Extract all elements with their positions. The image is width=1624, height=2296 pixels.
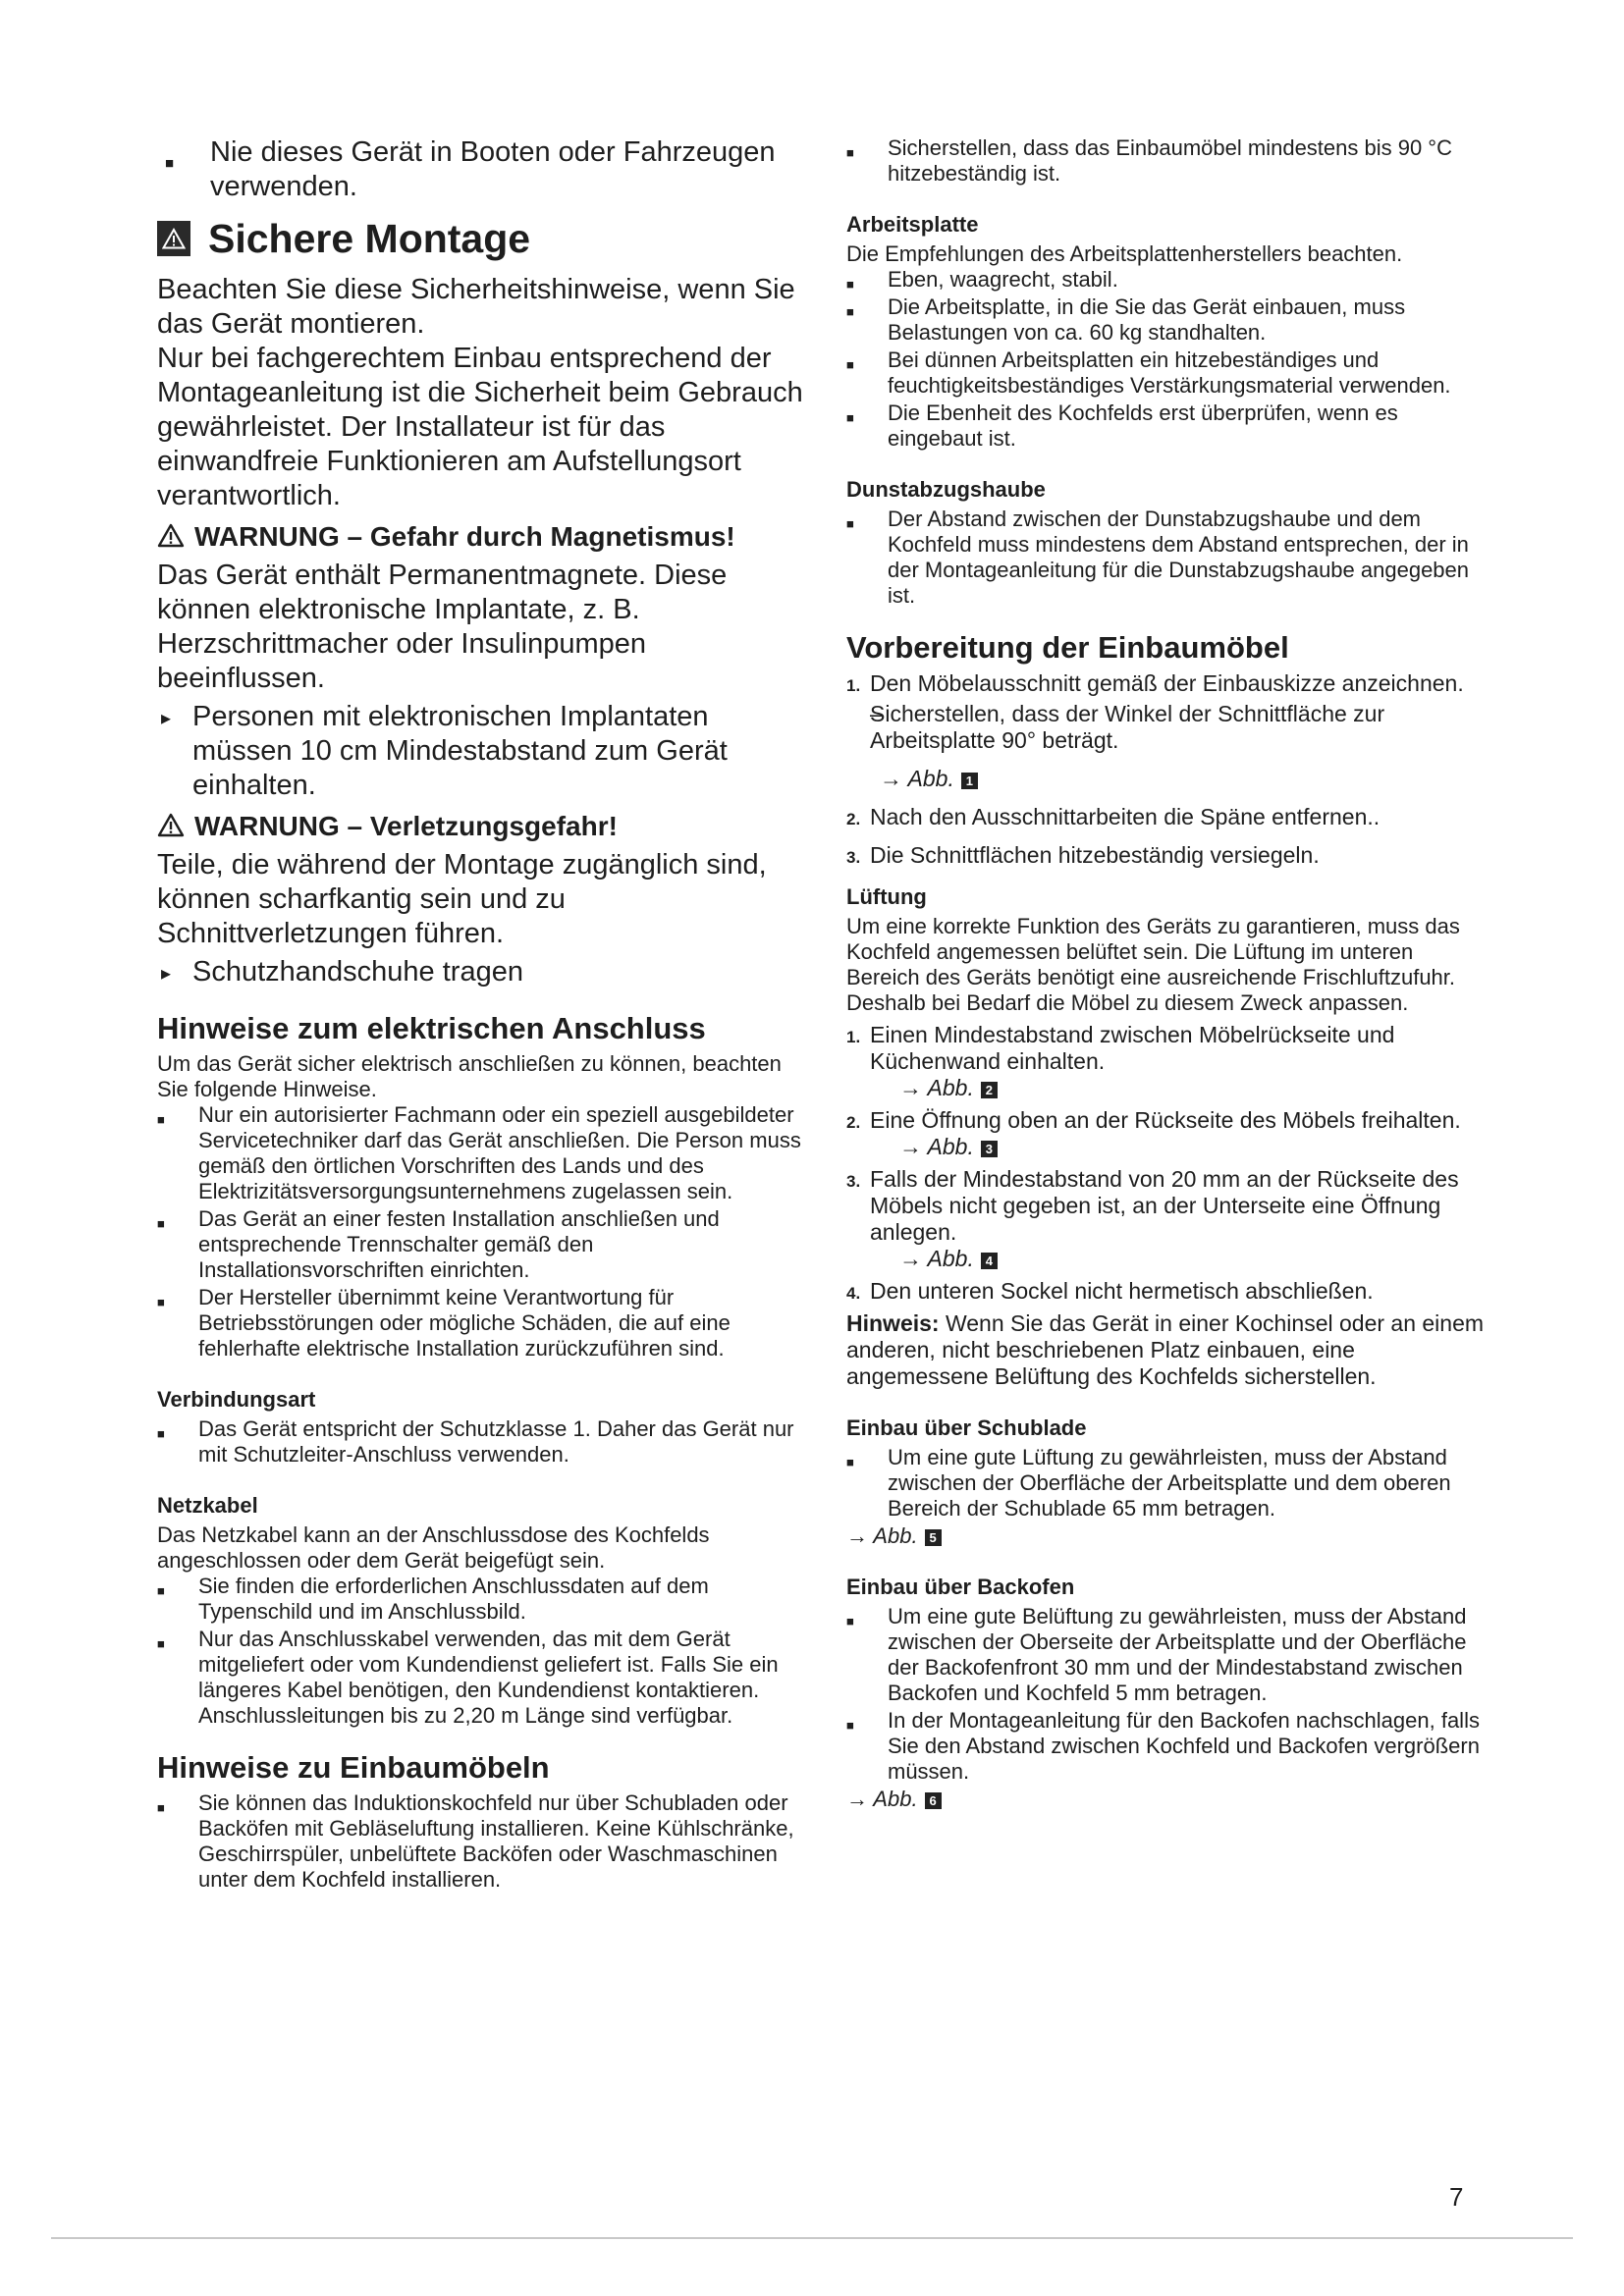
figure-number-badge: 6 [925,1792,942,1809]
section-heading-sichere-montage [157,216,805,261]
figure-reference [870,1075,1485,1101]
step-text: Eine Öffnung oben an der Rückseite des Möbels freihalten. [870,1107,1461,1133]
subsection-heading: Dunstabzugshaube [846,477,1046,502]
warning-triangle-icon [157,813,185,844]
figure-number-badge: 3 [981,1141,998,1157]
list-item: ■ Bei dünnen Arbeitsplatten ein hitzebeständiges und feuchtigkeitsbeständiges Verstärkungsmaterial verwenden. [846,347,1485,399]
figure-number-badge: 5 [925,1529,942,1546]
abb-label: → Abb. [880,766,954,791]
paragraph: Das Gerät enthält Permanentmagnete. Diese können elektronische Implantate, z. B. Herzschrittmacher oder Insulinpumpen beeinflussen. [157,560,728,694]
step-number: 3. [846,848,861,867]
paragraph: Nur bei fachgerechtem Einbau entsprechend der Montageanleitung ist die Sicherheit beim Gebrauch gewährleistet. Der Installateur ist für das einwandfreie Funktionieren am Aufstellungsort verantwortlich. [157,343,803,511]
list-item: ■ Sicherstellen, dass das Einbaumöbel mindestens bis 90 °C hitzebeständig ist. [846,135,1485,187]
hint-label: Hinweis: [846,1310,940,1336]
list-item: ■ Das Gerät an einer festen Installation anschließen und entsprechende Trennschalter gemäß den Installationsvorschriften einrichten. [157,1206,805,1283]
list-item: ■ Der Hersteller übernimmt keine Verantwortung für Betriebsstörungen oder mögliche Schäden, die auf eine fehlerhafte elektrische Installation zurückzuführen sind. [157,1285,805,1362]
list-item [846,842,1485,869]
list-item [846,1022,1485,1101]
list-item: ■ Eben, waagrecht, stabil. [846,267,1485,293]
step-text: Einen Mindestabstand zwischen Möbelrückseite und Küchenwand einhalten. [870,1022,1395,1074]
paragraph: Das Netzkabel kann an der Anschlussdose des Kochfelds angeschlossen oder dem Gerät beigefügt sein. [157,1522,710,1573]
section-heading: Hinweise zum elektrischen Anschluss [157,1011,706,1045]
subsection-heading: Verbindungsart [157,1387,316,1412]
subsection-heading: Einbau über Backofen [846,1575,1075,1599]
numbered-list [846,670,1485,869]
figure-reference [870,1134,1485,1160]
step-number: 2. [846,1113,861,1132]
step-text: Nach den Ausschnittarbeiten die Späne entfernen.. [870,804,1380,829]
warning-title: WARNUNG – Gefahr durch Magnetismus! [194,521,735,552]
page-title: Sichere Montage [208,216,531,261]
action-list [157,700,805,803]
list-item: ■ Nur das Anschlusskabel verwenden, das mit dem Gerät mitgeliefert oder vom Kundendienst geliefert ist. Falls Sie ein längeres Kabel benötigen, den Kundendienst kontaktieren. Anschlussleitungen bis zu 2,20 m Länge sind verfügbar. [157,1627,805,1729]
bullet-list [157,1102,805,1362]
list-item: ■ Sie finden die erforderlichen Anschlussdaten auf dem Typenschild und im Anschlussbild. [157,1574,805,1625]
list-item [846,670,1485,792]
warning-heading-magnetism [157,521,805,555]
bullet-list [846,135,1485,187]
bullet-list [846,1604,1485,1785]
warning-triangle-icon [157,523,185,555]
paragraph: Um eine korrekte Funktion des Geräts zu garantieren, muss das Kochfeld angemessen belüftet sein. Die Lüftung im unteren Bereich des Geräts benötigt eine ausreichende Frischluftzufuhr. Deshalb bei Bedarf die Möbel zu diesem Zweck anpassen. [846,914,1460,1015]
list-item: ■ Die Ebenheit des Kochfelds erst überprüfen, wenn es eingebaut ist. [846,400,1485,452]
bullet-list [157,1416,805,1468]
abb-label: → Abb. [846,1523,918,1548]
right-column [846,135,1485,1812]
subsection-heading: Arbeitsplatte [846,212,979,237]
list-item: ■ Sie können das Induktionskochfeld nur über Schubladen oder Backöfen mit Gebläseluftung installieren. Keine Kühlschränke, Geschirrspüler, unbelüftete Backöfen oder Waschmaschinen unter dem Kochfeld installieren. [157,1790,805,1893]
list-item: ▸ Schutzhandschuhe tragen [157,955,805,989]
list-item [846,804,1485,830]
figure-number-badge: 1 [961,773,978,789]
list-item: ▸ Personen mit elektronischen Implantaten müssen 10 cm Mindestabstand zum Gerät einhalten. [157,700,805,803]
list-item: ■ Das Gerät entspricht der Schutzklasse 1. Daher das Gerät nur mit Schutzleiter-Anschluss verwenden. [157,1416,805,1468]
step-text: Die Schnittflächen hitzebeständig versiegeln. [870,842,1320,868]
bullet-list [157,1574,805,1729]
action-list [157,955,805,989]
list-item: ■ Die Arbeitsplatte, in die Sie das Gerät einbauen, muss Belastungen von ca. 60 kg standhalten. [846,294,1485,346]
warning-triangle-icon [157,221,190,256]
warning-title: WARNUNG – Verletzungsgefahr! [194,811,618,841]
list-item [846,1278,1485,1305]
step-number: 2. [846,810,861,828]
list-item: ■ Um eine gute Lüftung zu gewährleisten, muss der Abstand zwischen der Oberfläche der Arbeitsplatte und dem oberen Bereich der Schublade 65 mm betragen. [846,1445,1485,1522]
subsection-heading: Netzkabel [157,1493,258,1518]
bullet-list [846,1445,1485,1522]
list-item [846,1107,1485,1160]
warning-heading-injury [157,811,805,844]
step-number: 1. [846,676,861,695]
section-heading: Vorbereitung der Einbaumöbel [846,630,1289,665]
paragraph: Die Empfehlungen des Arbeitsplattenherstellers beachten. [846,241,1403,266]
figure-reference [870,1246,1485,1272]
figure-number-badge: 4 [981,1253,998,1269]
step-number: 4. [846,1284,861,1303]
abb-label: → Abb. [899,1075,974,1100]
page-number: 7 [1449,2182,1464,2212]
abb-label: → Abb. [899,1246,974,1271]
paragraph: Um das Gerät sicher elektrisch anschließen zu können, beachten Sie folgende Hinweise. [157,1051,782,1101]
bullet-list [157,1790,805,1893]
bullet-list [846,507,1485,609]
step-number: 1. [846,1028,861,1046]
intro-bullet-list [157,135,805,204]
abb-label: → Abb. [846,1787,918,1811]
subsection-heading: Lüftung [846,884,927,909]
paragraph: Teile, die während der Montage zugänglich sind, können scharfkantig sein und zu Schnittverletzungen führen. [157,849,767,949]
footer-divider [51,2237,1573,2239]
figure-reference [870,766,1485,792]
abb-label: → Abb. [899,1134,974,1159]
paragraph: Beachten Sie diese Sicherheitshinweise, wenn Sie das Gerät montieren. [157,274,795,340]
figure-reference [846,1523,1485,1549]
figure-reference [846,1787,1485,1812]
bullet-list [846,267,1485,452]
step-number: 3. [846,1172,861,1191]
list-item: ■ In der Montageanleitung für den Backofen nachschlagen, falls Sie den Abstand zwischen Kochfeld und Backofen vergrößern müssen. [846,1708,1485,1785]
list-item: ■ Nur ein autorisierter Fachmann oder ein speziell ausgebildeter Servicetechniker darf das Gerät anschließen. Die Person muss gemäß den örtlichen Vorschriften des Lands und des Elektrizitätsversorgungsunternehmens zugelassen sein. [157,1102,805,1204]
step-text: Den unteren Sockel nicht hermetisch abschließen. [870,1278,1374,1304]
list-item: ■ Nie dieses Gerät in Booten oder Fahrzeugen verwenden. [157,135,805,204]
figure-number-badge: 2 [981,1082,998,1098]
left-column [157,135,805,1895]
list-item: ■ Um eine gute Belüftung zu gewährleisten, muss der Abstand zwischen der Oberseite der Arbeitsplatte und der Oberfläche der Backofenfront 30 mm und der Mindestabstand zwischen Backofen und Kochfeld 5 mm betragen. [846,1604,1485,1706]
step-text: Den Möbelausschnitt gemäß der Einbauskizze anzeichnen. [870,670,1464,696]
step-text: Falls der Mindestabstand von 20 mm an der Rückseite des Möbels nicht gegeben ist, an der Unterseite eine Öffnung anlegen. [870,1166,1459,1245]
list-item: ■ Der Abstand zwischen der Dunstabzugshaube und dem Kochfeld muss mindestens dem Abstand entsprechen, der in der Montageanleitung für die Dunstabzugshaube angegeben ist. [846,507,1485,609]
numbered-list [846,1022,1485,1305]
section-heading: Hinweise zu Einbaumöbeln [157,1750,550,1785]
list-item [846,1166,1485,1272]
sub-list [846,701,1485,754]
hint-paragraph [846,1310,1485,1390]
subsection-heading: Einbau über Schublade [846,1415,1087,1440]
list-item: – Sicherstellen, dass der Winkel der Schnittfläche zur Arbeitsplatte 90° beträgt. [846,701,1485,754]
hint-text: Wenn Sie das Gerät in einer Kochinsel oder an einem anderen, nicht beschriebenen Platz einbauen, eine angemessene Belüftung des Kochfelds sicherstellen. [846,1310,1485,1389]
